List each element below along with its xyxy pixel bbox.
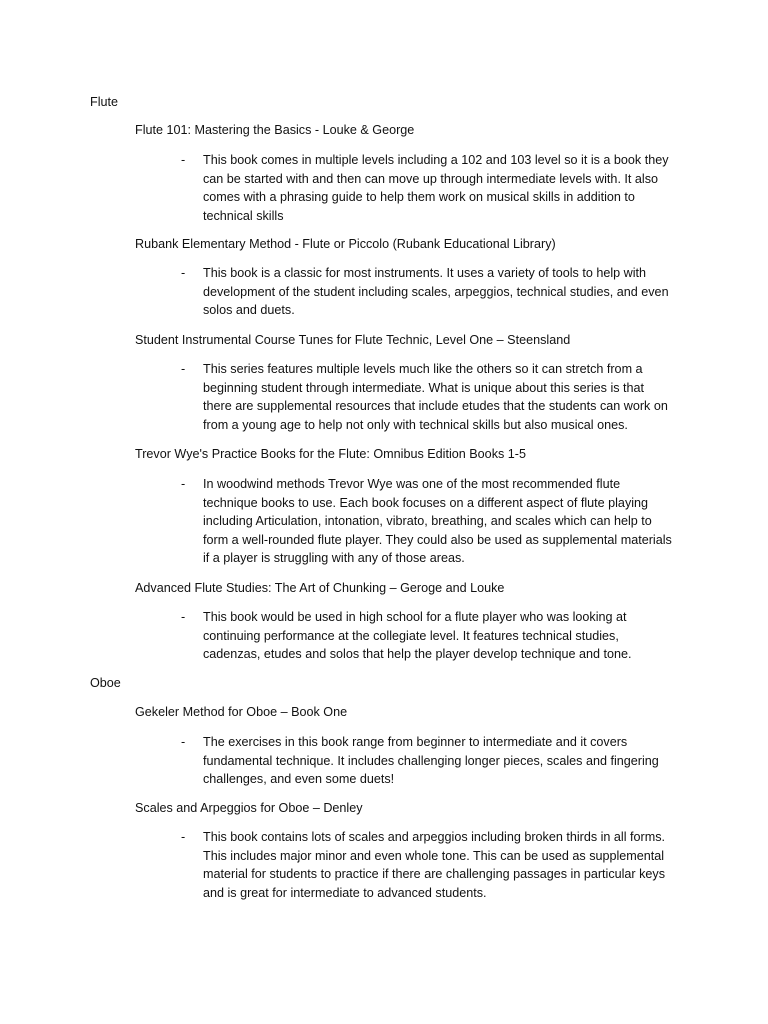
book-description-line: In woodwind methods Trevor Wye was one of the most recommended flute	[203, 477, 621, 491]
section-heading-flute: Flute	[90, 95, 118, 109]
bullet-dash: -	[181, 153, 186, 167]
bullet-dash: -	[181, 266, 186, 280]
book-description-line: This series features multiple levels much like the others so it can stretch from a	[203, 362, 643, 376]
bullet-dash: -	[181, 362, 186, 376]
book-description-line: challenges, and even some duets!	[203, 772, 395, 786]
bullet-dash: -	[181, 610, 186, 624]
book-description-line: beginning student through intermediate. What is unique about this series is that	[203, 380, 645, 395]
book-description-line: form a well-rounded flute player. They could also be used as supplemental materials	[203, 532, 672, 547]
book-description-line: This book comes in multiple levels including a 102 and 103 level so it is a book they	[203, 153, 669, 167]
book-title: Scales and Arpeggios for Oboe – Denley	[135, 801, 363, 815]
book-description-line: solos and duets.	[203, 303, 295, 317]
book-description-line: comes with a phrasing guide to help them work on musical skills in addition to	[203, 190, 635, 204]
book-title: Advanced Flute Studies: The Art of Chunking – Geroge and Louke	[135, 581, 505, 595]
book-description-line: if a player is struggling with any of those areas.	[203, 551, 465, 565]
book-description-line: This book contains lots of scales and arpeggios including broken thirds in all forms.	[203, 830, 666, 844]
bullet-dash: -	[181, 477, 186, 491]
book-description-line: continuing performance at the collegiate level. It features technical studies,	[203, 628, 619, 643]
book-description-line: This book would be used in high school for a flute player who was looking at	[203, 610, 627, 624]
book-description-line: technique books to use. Each book focuses on a different aspect of flute playing	[203, 495, 649, 510]
book-title: Student Instrumental Course Tunes for Flute Technic, Level One – Steensland	[135, 333, 571, 347]
book-description-line: material for students to practice if there are challenging passages in particular keys	[203, 867, 666, 881]
bullet-dash: -	[181, 735, 186, 749]
book-title: Trevor Wye's Practice Books for the Flute: Omnibus Edition Books 1-5	[135, 447, 526, 461]
book-description-line: there are supplemental resources that include etudes that the students can work on	[203, 399, 668, 413]
book-title: Rubank Elementary Method - Flute or Piccolo (Rubank Educational Library)	[135, 237, 556, 251]
book-description-line: The exercises in this book range from beginner to intermediate and it covers	[203, 735, 628, 749]
book-description-line: This book is a classic for most instruments. It uses a variety of tools to help with	[203, 266, 647, 280]
book-description-line: This includes major minor and even whole tone. This can be used as supplemental	[203, 848, 665, 863]
bullet-dash: -	[181, 830, 186, 844]
book-description-line: fundamental technique. It includes challenging longer pieces, scales and fingering	[203, 753, 659, 768]
book-description-line: development of the student including scales, arpeggios, technical studies, and even	[203, 284, 669, 299]
book-description-line: and is great for intermediate to advanced students.	[203, 885, 487, 900]
section-heading-oboe: Oboe	[90, 676, 121, 690]
book-title: Flute 101: Mastering the Basics - Louke & George	[135, 123, 415, 137]
book-description-line: can be started with and then can move up through intermediate levels with. It also	[203, 171, 659, 186]
book-description-line: technical skills	[203, 208, 284, 223]
book-title: Gekeler Method for Oboe – Book One	[135, 705, 348, 719]
book-description-line: including Articulation, intonation, vibrato, breathing, and scales which can help to	[203, 514, 652, 528]
book-description-line: cadenzas, etudes and solos that help the player develop technique and tone.	[203, 647, 632, 661]
book-description-line: from a young age to help not only with technical skills but also musical ones.	[203, 417, 628, 432]
